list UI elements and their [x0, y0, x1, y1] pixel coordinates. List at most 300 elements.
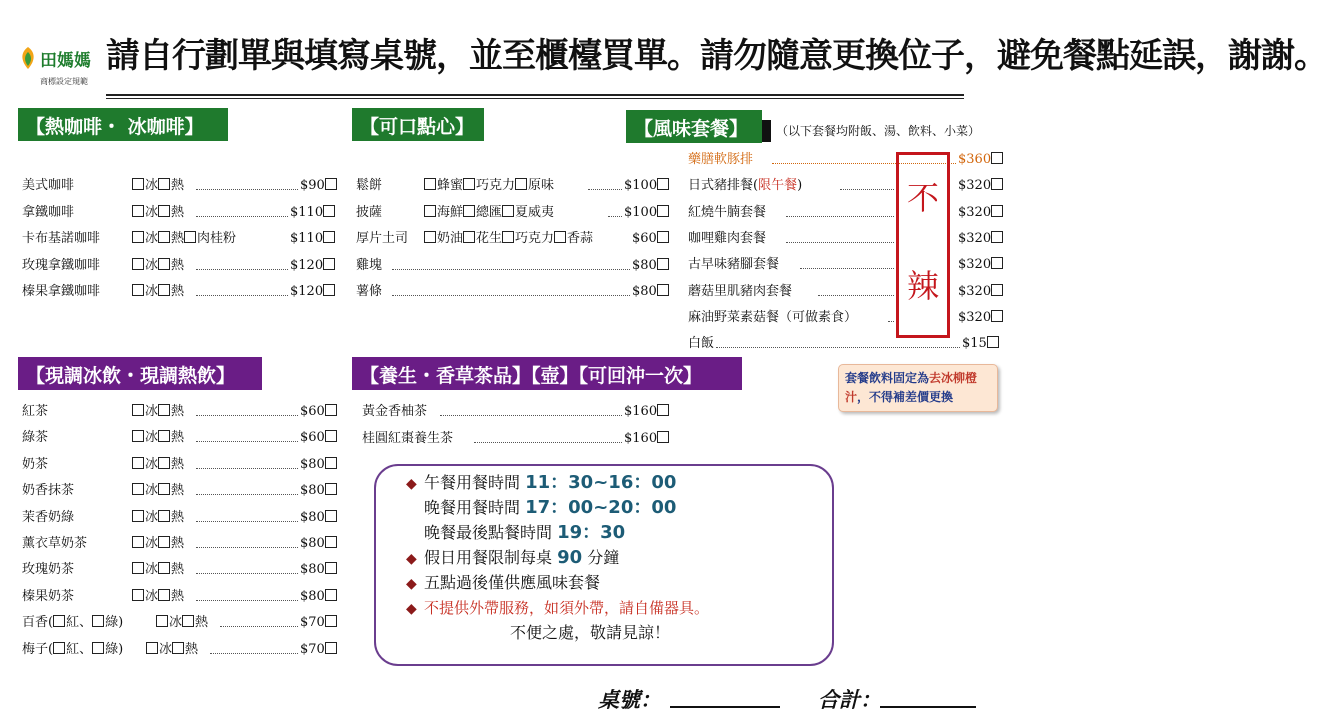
ice-label: 冰 [169, 615, 183, 631]
item-options [132, 429, 184, 447]
section-title-coffee: 【熱咖啡・ 冰咖啡】 [18, 108, 228, 141]
section-title-sets: 【風味套餐】 [626, 110, 762, 143]
ice-checkbox[interactable] [132, 562, 144, 574]
ice-label: 冰 [145, 588, 159, 604]
snack-option-checkbox[interactable] [463, 205, 475, 217]
leader-dots [196, 189, 298, 190]
hot-label: 熱 [171, 231, 185, 246]
section-title-tea: 【養生・香草茶品】【壺】【可回沖一次】 [352, 357, 742, 390]
hot-checkbox[interactable] [158, 205, 170, 217]
price-value: $320 [958, 230, 992, 246]
item-name-text: 百香( [22, 615, 54, 631]
item-tag: 限午餐 [758, 178, 798, 194]
ice-checkbox[interactable] [132, 510, 144, 522]
not-spicy-char-1: 不 [906, 179, 939, 217]
menu-row [688, 335, 1018, 353]
menu-row [22, 641, 360, 659]
menu-row [688, 283, 1018, 301]
menu-row [22, 257, 354, 275]
set-drink-note [838, 364, 998, 412]
order-checkbox[interactable] [991, 205, 1003, 217]
item-options [424, 177, 554, 195]
sets-note: （以下套餐均附飯、湯、飲料、小菜） [776, 124, 981, 138]
item-price [300, 177, 338, 195]
snack-option-checkbox[interactable] [502, 205, 514, 217]
order-checkbox[interactable] [325, 178, 337, 190]
leader-dots [196, 415, 298, 416]
menu-row [22, 561, 360, 579]
item-price [632, 283, 670, 301]
item-price [300, 535, 338, 553]
order-checkbox[interactable] [987, 336, 999, 348]
item-name [22, 614, 123, 632]
hot-label: 熱 [171, 178, 185, 193]
item-name: 厚片土司 [356, 231, 409, 246]
logo-subtitle: 商標設定規範 [40, 77, 88, 86]
hot-checkbox[interactable] [158, 430, 170, 442]
price-value: $320 [958, 178, 992, 194]
item-options [146, 641, 198, 659]
item-name: 榛果奶茶 [22, 588, 75, 604]
price-value: $80 [300, 483, 325, 499]
lunch-label: 午餐用餐時間 [424, 473, 521, 492]
section-title-snacks: 【可口點心】 [352, 108, 484, 141]
snack-option-label: 原味 [528, 178, 555, 193]
holiday-limit [406, 547, 619, 570]
sub-checkbox[interactable] [92, 615, 104, 627]
leader-dots [786, 242, 894, 243]
price-value: $80 [300, 456, 325, 472]
last-order-label: 晚餐最後點餐時間 [424, 523, 553, 542]
order-checkbox[interactable] [657, 205, 669, 217]
header-divider [106, 94, 964, 96]
sub-option-label: 綠 [105, 641, 119, 657]
item-name: 鬆餅 [356, 178, 383, 193]
price-value: $70 [300, 641, 325, 657]
order-checkbox[interactable] [325, 483, 337, 495]
hot-label: 熱 [171, 509, 185, 525]
order-checkbox[interactable] [657, 284, 669, 296]
dinner-label: 晚餐用餐時間 [424, 498, 521, 517]
hot-label: 熱 [171, 562, 185, 578]
hot-checkbox[interactable] [158, 404, 170, 416]
order-checkbox[interactable] [991, 284, 1003, 296]
item-name: 榛果拿鐵咖啡 [22, 284, 101, 299]
leader-dots [196, 441, 298, 442]
hot-checkbox[interactable] [172, 642, 184, 654]
order-checkbox[interactable] [657, 231, 669, 243]
section-title-drinks: 【現調冰飲・現調熱飲】 [18, 357, 262, 390]
ice-label: 冰 [145, 456, 159, 472]
snack-option-label: 奶油 [437, 231, 464, 246]
leader-dots [196, 468, 298, 469]
menu-row [688, 256, 1018, 274]
hot-checkbox[interactable] [158, 231, 170, 243]
hot-checkbox[interactable] [158, 483, 170, 495]
item-price [962, 335, 1000, 353]
price-value: $100 [624, 204, 658, 220]
item-price [290, 204, 336, 222]
item-price [624, 430, 670, 448]
menu-row [688, 230, 1018, 248]
ice-label: 冰 [145, 178, 159, 193]
item-options [424, 230, 593, 248]
hot-label: 熱 [171, 430, 185, 446]
hot-label: 熱 [171, 204, 185, 220]
price-value: $80 [632, 257, 657, 273]
price-value: $60 [300, 430, 325, 446]
holiday-label: 假日用餐限制每桌 [424, 548, 553, 567]
menu-row [22, 614, 360, 632]
item-price [300, 403, 338, 421]
header-divider-thin [106, 98, 964, 99]
order-checkbox[interactable] [991, 310, 1003, 322]
item-options [132, 535, 184, 553]
hot-label: 熱 [171, 483, 185, 499]
diamond-icon: ◆ [406, 576, 417, 592]
price-value: $80 [300, 588, 325, 604]
item-name-suffix: ) [118, 615, 124, 631]
item-price [300, 482, 338, 500]
leader-dots [716, 347, 960, 348]
item-price [624, 204, 670, 222]
item-price [300, 509, 338, 527]
sub-option-label: 紅、 [66, 641, 93, 657]
table-number-field[interactable] [670, 706, 780, 708]
hot-label: 熱 [171, 456, 185, 472]
hot-label: 熱 [185, 641, 199, 657]
item-options [132, 509, 184, 527]
ice-label: 冰 [145, 204, 159, 220]
item-options [132, 456, 184, 474]
order-checkbox[interactable] [991, 257, 1003, 269]
order-checkbox[interactable] [325, 404, 337, 416]
leader-dots [608, 216, 622, 217]
after-five-text: 五點過後僅供應風味套餐 [424, 573, 601, 592]
ice-checkbox[interactable] [132, 258, 144, 270]
price-value: $15 [962, 336, 987, 352]
price-value: $80 [632, 284, 657, 299]
diamond-icon: ◆ [406, 476, 417, 492]
menu-row [688, 177, 1018, 195]
ice-label: 冰 [145, 404, 159, 419]
logo [18, 44, 100, 92]
price-value: $80 [300, 536, 325, 551]
menu-row [688, 151, 1018, 169]
price-value: $110 [290, 231, 324, 246]
last-order [406, 522, 625, 544]
leader-dots [196, 269, 288, 270]
order-checkbox[interactable] [991, 231, 1003, 243]
menu-row [22, 204, 354, 222]
hot-checkbox[interactable] [158, 178, 170, 190]
ice-label: 冰 [145, 257, 159, 273]
item-name: 桂圓紅棗養生茶 [362, 430, 454, 446]
item-name: 奶茶 [22, 456, 49, 472]
menu-row [356, 230, 684, 248]
leader-dots [786, 216, 894, 217]
menu-row [22, 456, 360, 474]
price-value: $320 [958, 283, 992, 299]
leader-dots [196, 573, 298, 574]
snack-option-checkbox[interactable] [424, 205, 436, 217]
holiday-unit: 分鐘 [587, 548, 620, 567]
not-spicy-box [896, 152, 950, 338]
menu-row [22, 429, 360, 447]
order-checkbox[interactable] [657, 258, 669, 270]
snack-option-checkbox[interactable] [463, 178, 475, 190]
snack-option-checkbox[interactable] [424, 231, 436, 243]
snack-option-label: 海鮮 [437, 204, 464, 220]
price-value: $110 [290, 204, 324, 220]
order-checkbox[interactable] [325, 642, 337, 654]
item-price [632, 230, 670, 248]
item-name: 白飯 [688, 336, 715, 352]
diamond-icon: ◆ [406, 551, 417, 567]
price-value: $60 [632, 231, 657, 246]
menu-row [22, 588, 360, 606]
item-name: 綠茶 [22, 430, 49, 446]
leader-dots [588, 189, 622, 190]
price-value: $160 [624, 430, 658, 446]
leader-dots [196, 295, 288, 296]
snack-option-label: 香蒜 [567, 231, 594, 246]
ice-checkbox[interactable] [132, 457, 144, 469]
order-checkbox[interactable] [991, 152, 1003, 164]
not-spicy-char-2: 辣 [906, 267, 939, 305]
hot-label: 熱 [171, 588, 185, 604]
item-options [132, 257, 184, 275]
leader-dots [196, 494, 298, 495]
last-order-time: 19：30 [557, 522, 626, 543]
item-name: 古早味豬腳套餐 [688, 257, 780, 273]
page-headline: 請自行劃單與填寫桌號，並至櫃檯買單。請勿隨意更換位子，避免餐點延誤，謝謝。 [106, 36, 1327, 76]
sub-checkbox[interactable] [92, 642, 104, 654]
hot-checkbox[interactable] [158, 589, 170, 601]
order-checkbox[interactable] [657, 178, 669, 190]
total-field[interactable] [880, 706, 976, 708]
item-price [958, 151, 1004, 169]
hot-checkbox[interactable] [158, 510, 170, 522]
snack-option-checkbox[interactable] [554, 231, 566, 243]
leader-dots [800, 268, 894, 269]
item-price [958, 204, 1004, 222]
order-checkbox[interactable] [325, 589, 337, 601]
item-price [290, 283, 336, 301]
ice-checkbox[interactable] [132, 178, 144, 190]
item-options [132, 230, 236, 248]
item-price [958, 256, 1004, 274]
order-checkbox[interactable] [991, 178, 1003, 190]
lunch-hours [406, 472, 676, 495]
snack-option-label: 花生 [476, 231, 503, 246]
menu-row [22, 283, 354, 301]
price-value: $120 [290, 284, 324, 299]
hot-label: 熱 [171, 404, 185, 419]
hot-label: 熱 [171, 257, 185, 273]
order-checkbox[interactable] [325, 536, 337, 548]
table-number-label: 桌號： [598, 687, 661, 712]
price-value: $60 [300, 404, 325, 419]
hot-checkbox[interactable] [158, 562, 170, 574]
hot-label: 熱 [171, 284, 185, 299]
leader-dots [196, 600, 298, 601]
price-value: $320 [958, 309, 992, 325]
leader-dots [392, 295, 630, 296]
item-name: 薰衣草奶茶 [22, 536, 88, 551]
snack-option-checkbox[interactable] [424, 178, 436, 190]
sub-checkbox[interactable] [53, 615, 65, 627]
item-price [300, 614, 338, 632]
sub-checkbox[interactable] [53, 642, 65, 654]
order-checkbox[interactable] [657, 431, 669, 443]
snack-option-label: 巧克力 [476, 178, 516, 193]
snack-option-checkbox[interactable] [463, 231, 475, 243]
order-checkbox[interactable] [325, 457, 337, 469]
order-checkbox[interactable] [325, 615, 337, 627]
apology-note: 不便之處，敬請見諒！ [510, 623, 671, 642]
item-price [300, 588, 338, 606]
drink-note-highlight: 去冰柳橙汁 [845, 371, 978, 404]
hot-checkbox[interactable] [182, 615, 194, 627]
item-name: 玫瑰拿鐵咖啡 [22, 257, 101, 273]
no-takeout-text: 不提供外帶服務，如須外帶，請自備器具。 [424, 599, 710, 617]
ice-checkbox[interactable] [132, 483, 144, 495]
ice-label: 冰 [145, 430, 159, 446]
item-name [22, 641, 123, 659]
item-name: 紅燒牛腩套餐 [688, 204, 767, 220]
menu-row [356, 177, 684, 195]
item-options [132, 588, 184, 606]
holiday-minutes: 90 [557, 547, 583, 568]
item-name: 披薩 [356, 204, 383, 220]
item-price [290, 230, 336, 248]
leader-dots [392, 269, 630, 270]
info-box [374, 464, 834, 666]
item-price [632, 257, 670, 275]
item-price [958, 177, 1004, 195]
ice-checkbox[interactable] [156, 615, 168, 627]
ice-checkbox[interactable] [146, 642, 158, 654]
logo-name: 田媽媽 [40, 51, 91, 71]
leader-dots [196, 547, 298, 548]
ice-checkbox[interactable] [132, 205, 144, 217]
item-name: 麻油野菜素菇餐（可做素食） [688, 309, 858, 325]
item-name [688, 177, 802, 195]
item-name: 薯條 [356, 284, 383, 299]
banner-tab [762, 120, 771, 142]
cinnamon-label: 肉桂粉 [197, 231, 237, 246]
order-checkbox[interactable] [325, 562, 337, 574]
item-name: 黃金香柚茶 [362, 404, 428, 419]
ice-label: 冰 [145, 483, 159, 499]
item-options [424, 204, 554, 222]
ice-label: 冰 [145, 284, 159, 299]
item-price [290, 257, 336, 275]
hot-checkbox[interactable] [158, 284, 170, 296]
order-checkbox[interactable] [323, 231, 335, 243]
price-value: $100 [624, 178, 658, 193]
snack-option-checkbox[interactable] [515, 178, 527, 190]
item-name: 紅茶 [22, 404, 49, 419]
leader-dots [440, 415, 622, 416]
leader-dots [818, 295, 894, 296]
total-label: 合計： [818, 687, 881, 712]
item-price [300, 641, 338, 659]
ice-checkbox[interactable] [132, 404, 144, 416]
menu-row [22, 509, 360, 527]
item-name: 蘑菇里肌豬肉套餐 [688, 283, 793, 299]
item-options [132, 482, 184, 500]
item-name: 奶香抹茶 [22, 483, 75, 499]
price-value: $320 [958, 257, 992, 273]
order-checkbox[interactable] [325, 510, 337, 522]
leader-dots [220, 626, 298, 627]
ice-checkbox[interactable] [132, 589, 144, 601]
drink-note-text-end: ，不得補差價更換 [857, 390, 954, 404]
hot-checkbox[interactable] [158, 536, 170, 548]
item-name: 卡布基諾咖啡 [22, 231, 101, 246]
menu-row [356, 283, 684, 301]
hot-checkbox[interactable] [158, 258, 170, 270]
snack-option-label: 蜂蜜 [437, 178, 464, 193]
item-price [958, 283, 1004, 301]
menu-row [356, 257, 684, 275]
ice-checkbox[interactable] [132, 430, 144, 442]
item-price [958, 230, 1004, 248]
price-value: $160 [624, 404, 658, 419]
ice-checkbox[interactable] [132, 231, 144, 243]
order-checkbox[interactable] [323, 258, 335, 270]
dinner-hours [406, 497, 676, 519]
ice-checkbox[interactable] [132, 536, 144, 548]
snack-option-checkbox[interactable] [502, 231, 514, 243]
order-checkbox[interactable] [657, 404, 669, 416]
price-value: $80 [300, 562, 325, 578]
order-checkbox[interactable] [323, 284, 335, 296]
hot-label: 熱 [171, 536, 185, 551]
sub-option-label: 綠 [105, 615, 119, 631]
cinnamon-checkbox[interactable] [184, 231, 196, 243]
item-options [156, 614, 208, 632]
menu-row [22, 482, 360, 500]
item-name: 美式咖啡 [22, 178, 75, 193]
leader-dots [210, 653, 298, 654]
item-price [624, 403, 670, 421]
hot-checkbox[interactable] [158, 457, 170, 469]
ice-label: 冰 [145, 562, 159, 578]
snack-option-label: 夏威夷 [515, 204, 555, 220]
item-name: 雞塊 [356, 257, 383, 273]
menu-row [362, 403, 684, 421]
ice-checkbox[interactable] [132, 284, 144, 296]
item-name: 藥膳軟豚排 [688, 152, 754, 167]
snack-option-label: 巧克力 [515, 231, 555, 246]
order-checkbox[interactable] [323, 205, 335, 217]
ice-label: 冰 [145, 509, 159, 525]
menu-row [688, 309, 1018, 327]
price-value: $90 [300, 178, 325, 193]
order-checkbox[interactable] [325, 430, 337, 442]
item-name-suffix: ) [797, 178, 803, 194]
menu-row [22, 177, 354, 195]
menu-row [362, 430, 684, 448]
lunch-time: 11：30~16：00 [525, 472, 677, 493]
menu-row [22, 230, 354, 248]
leader-dots [196, 216, 288, 217]
menu-row [356, 204, 684, 222]
item-options [132, 561, 184, 579]
